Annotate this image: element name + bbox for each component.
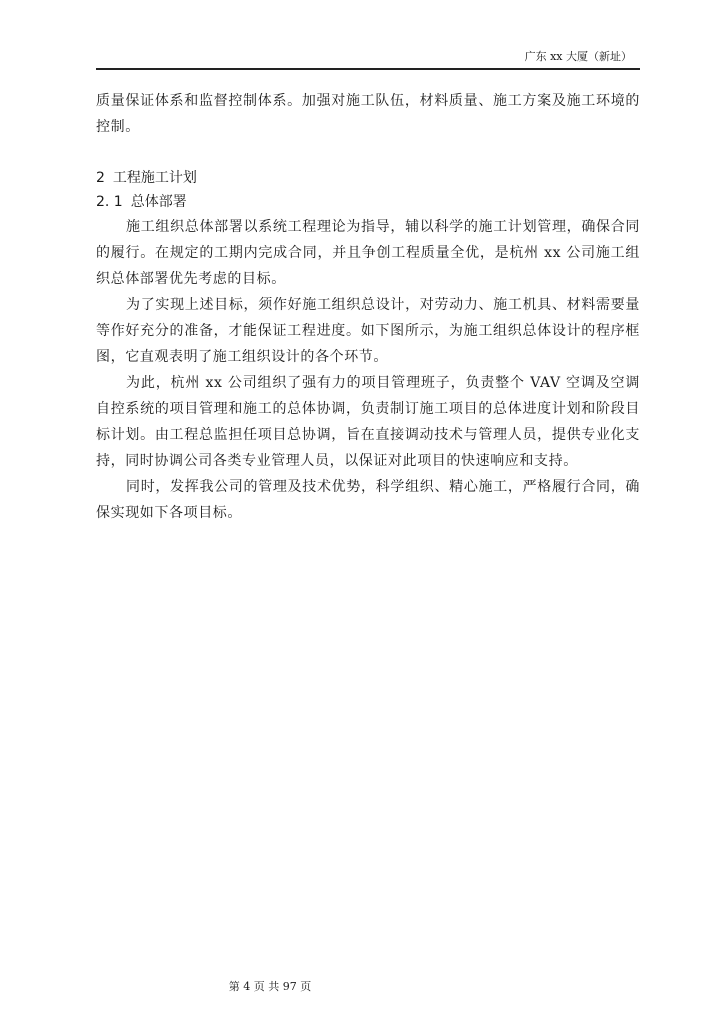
subsection-number: 2. 1: [96, 194, 123, 210]
body-paragraph-3: 为此，杭州 xx 公司组织了强有力的项目管理班子，负责整个 VAV 空调及空调自控系统的项目管理和施工的总体协调，负责制订施工项目的总体进度计划和阶段目标计划。由工程总监担任项目总协调，旨在直接调动技术与管理人员，提供专业化支持，同时协调公司各类专业管理人员，以保证对此项目的快速响应和支持。: [96, 375, 640, 469]
document-body: [96, 88, 640, 526]
section-number: 2: [96, 170, 105, 186]
intro-paragraph: 质量保证体系和监督控制体系。加强对施工队伍，材料质量、施工方案及施工环境的控制。: [96, 93, 640, 135]
page-footer: [0, 980, 540, 994]
page-number: 第 4 页 共 97 页: [228, 980, 312, 993]
section-title: 工程施工计划: [112, 170, 197, 186]
body-paragraph-4: 同时，发挥我公司的管理及技术优势，科学组织、精心施工，严格履行合同，确保实现如下各项目标。: [96, 479, 640, 521]
paragraph-spacer: [96, 140, 640, 166]
page-header: [96, 48, 640, 70]
subsection-heading: [96, 190, 640, 214]
subsection-title: 总体部署: [130, 194, 187, 210]
section-heading: [96, 166, 640, 190]
body-paragraph-2: 为了实现上述目标，须作好施工组织总设计，对劳动力、施工机具、材料需要量等作好充分的准备，才能保证工程进度。如下图所示，为施工组织总体设计的程序框图，它直观表明了施工组织设计的各个环节。: [96, 297, 640, 365]
header-title: 广东 xx 大厦（新址）: [524, 50, 632, 63]
body-paragraph-1: 施工组织总体部署以系统工程理论为指导，辅以科学的施工计划管理，确保合同的履行。在规定的工期内完成合同，并且争创工程质量全优，是杭州 xx 公司施工组织总体部署优先考虑的目标。: [96, 219, 640, 287]
